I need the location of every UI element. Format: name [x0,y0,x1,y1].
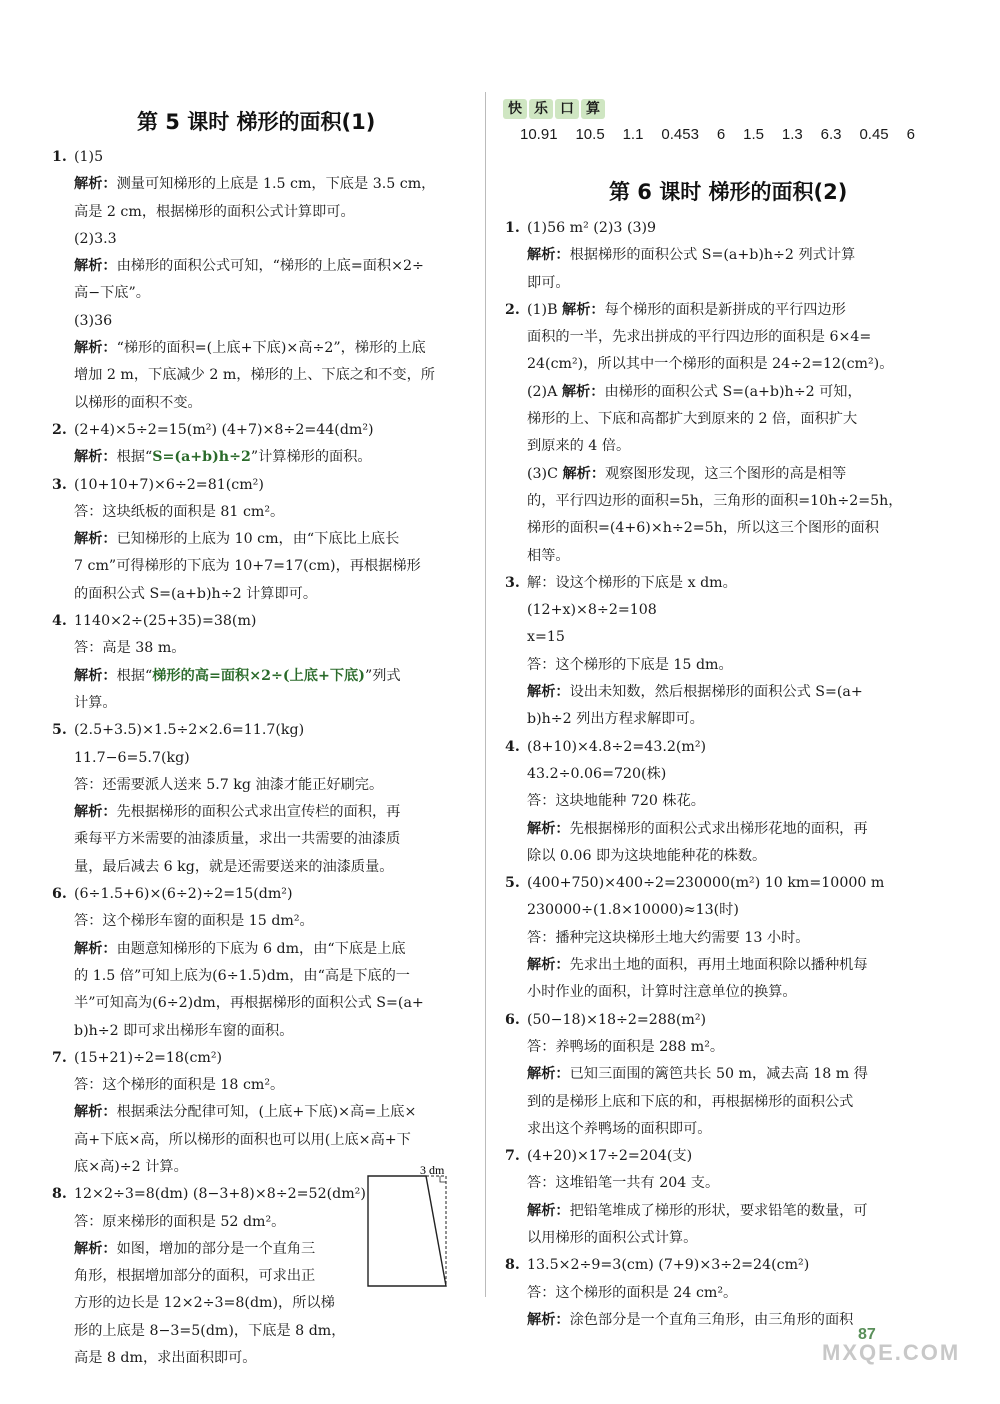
question-number: 2. [505,301,520,318]
answer-line [505,761,915,788]
analysis-label: 解析： [527,957,570,974]
line-text: 高是 2 cm，根据梯形的面积公式计算即可。 [74,203,355,220]
analysis-label: 解析： [527,820,570,837]
answer-line [505,788,915,815]
answer-line [52,663,477,690]
line-text: 根据乘法分配律可知，(上底+下底)×高=上底× [116,1104,417,1121]
answer-line [505,1034,915,1061]
line-text: 半”可知高为(6÷2)dm，再根据梯形的面积公式 S=(a+ [74,995,424,1012]
line-text: 答：这个梯形的面积是 24 cm²。 [527,1284,738,1301]
line-text: (400+750)×400÷2=230000(m²) 10 km=10000 m [527,875,885,892]
line-text: 答：播种完这块梯形土地大约需要 13 小时。 [527,929,810,946]
line-text: 答：原来梯形的面积是 52 dm²。 [74,1213,286,1230]
line-text: (50−18)×18÷2=288(m²) [527,1011,707,1028]
line-text: 形的上底是 8−3=5(dm)，下底是 8 dm， [74,1322,346,1339]
line-text: 由梯形的面积公式 S=(a+b)h÷2 可知， [604,383,862,400]
answer-line [52,199,477,226]
answer-line [505,1198,915,1225]
line-text: 的，平行四边形的面积=5h，三角形的面积=10h÷2=5h， [527,492,903,509]
line-text: 的面积公式 S=(a+b)h÷2 计算即可。 [74,585,318,602]
analysis-label: 解析： [527,684,570,701]
line-text: 增加 2 m，下底减少 2 m，梯形的上、下底之和不变，所 [74,367,435,384]
lesson-6-title: 第 6 课时 梯形的面积(2) [609,180,848,204]
line-text: 的 1.5 倍”可知上底为(6÷1.5)dm，由“高是下底的一 [74,967,410,984]
answer-line [505,1061,915,1088]
line-text: 每个梯形的面积是新拼成的平行四边形 [604,301,846,318]
answer-line [505,488,915,515]
answer-line [52,826,477,853]
answer-line [505,1089,915,1116]
line-text: 高+下底×高，所以梯形的面积也可以用(上底×高+下 [74,1131,411,1148]
line-text: (2)A [527,383,562,400]
analysis-label: 解析： [74,1104,117,1121]
answer-line [505,870,915,897]
line-text: 小时作业的面积，计算时注意单位的换算。 [527,984,797,1001]
line-text: 如图，增加的部分是一个直角三 [116,1240,316,1257]
answer-line [505,1007,915,1034]
line-text: 已知三面围的篱笆共长 50 m，减去高 18 m 得 [569,1066,868,1083]
line-text: 以用梯形的面积公式计算。 [527,1229,698,1246]
answer-line [52,581,477,608]
answer-line [505,1307,915,1334]
answer-line [52,362,477,389]
line-text: 底×高)÷2 计算。 [74,1158,188,1175]
line-text: 根据梯形的面积公式 S=(a+b)h÷2 列式计算 [569,247,856,264]
analysis-label: 解析： [527,1311,570,1328]
answer-line [52,854,477,881]
answer-line [52,308,477,335]
analysis-label: 解析： [562,301,605,318]
line-text: 先根据梯形的面积公式求出宣传栏的面积，再 [116,804,401,821]
answer-line [52,608,477,635]
analysis-label: 解析： [74,176,117,193]
line-text: 高是 8 dm，求出面积即可。 [74,1350,257,1367]
figure-label: 3 dm [420,1163,445,1177]
analysis-label: 解析： [74,258,117,275]
answer-line [505,270,915,297]
line-text: 量，最后减去 6 kg，就是还需要送来的油漆质量。 [74,858,394,875]
kousuan-value: 1.3 [781,126,803,143]
answer-line [505,406,915,433]
line-text: 答：高是 38 m。 [74,640,186,657]
answer-line [52,717,477,744]
answer-line [505,433,915,460]
answer-line [505,706,915,733]
line-text: 由梯形的面积公式可知，“梯形的上底=面积×2÷ [116,258,424,275]
kuaile-char: 乐 [529,99,553,119]
answer-line [52,690,477,717]
line-text: (10+10+7)×6÷2=81(cm²) [74,476,264,493]
line-text: ”列式 [364,667,401,684]
page-number: 87 [858,1326,876,1343]
answer-line [505,297,915,324]
answer-line [505,979,915,1006]
question-number: 3. [505,574,520,591]
line-text: 答：这堆铅笔一共有 204 支。 [527,1175,720,1192]
line-text: x=15 [527,629,565,646]
line-text: 43.2÷0.06=720(株) [527,765,667,782]
answer-line [52,417,477,444]
analysis-label: 解析： [74,340,117,357]
line-text: 方形的边长是 12×2÷3=8(dm)，所以梯 [74,1295,335,1312]
analysis-label: 解析： [74,449,117,466]
line-text: 相等。 [527,547,570,564]
answer-line [505,1116,915,1143]
line-text: 答：这个梯形的面积是 18 cm²。 [74,1077,285,1094]
right-column-answers [505,215,915,1334]
line-text: 把铅笔堆成了梯形的形状，要求铅笔的数量，可 [569,1202,868,1219]
answer-line [505,379,915,406]
kuaile-char: 算 [581,99,605,119]
kousuan-value: 10.5 [575,126,605,143]
answer-line [52,335,477,362]
analysis-label: 解析： [74,1240,117,1257]
question-number: 4. [52,613,67,630]
answer-line [52,1018,477,1045]
question-number: 1. [52,149,67,165]
line-text: “梯形的面积=(上底+下底)×高÷2”，梯形的上底 [116,340,426,357]
kousuan-value: 6 [716,126,726,143]
answer-line [52,772,477,799]
answer-line [505,843,915,870]
answer-line [505,351,915,378]
line-text: (3)36 [74,312,113,329]
answer-line [52,936,477,963]
line-text: 由题意知梯形的下底为 6 dm，由“下底是上底 [116,940,406,957]
question-number: 7. [505,1148,520,1165]
line-text: 梯形的上、下底和高都扩大到原来的 2 倍，面积扩大 [527,411,858,428]
analysis-label: 解析： [527,1066,570,1083]
answer-line [505,1225,915,1252]
answer-line [52,881,477,908]
line-text: 根据“ [116,449,153,466]
question-number: 8. [505,1257,520,1274]
line-text: 涂色部分是一个直角三角形，由三角形的面积 [569,1311,854,1328]
line-text: 13.5×2÷9=3(cm) (7+9)×3÷2=24(cm²) [527,1257,810,1274]
line-text: ”计算梯形的面积。 [250,449,372,466]
analysis-label: 解析： [74,940,117,957]
line-text: 根据“ [116,667,153,684]
analysis-label: 解析： [561,383,605,400]
line-text: 1140×2÷(25+35)=38(m) [74,613,257,630]
answer-line [52,990,477,1017]
line-text: (2.5+3.5)×1.5÷2×2.6=11.7(kg) [74,722,305,739]
line-text: 7 cm”可得梯形的下底为 10+7=17(cm)，再根据梯形 [74,558,421,575]
answer-line [52,1318,477,1345]
answer-line [52,1045,477,1072]
answer-line [52,472,477,499]
column-divider [485,92,486,1297]
line-text: 答：这个梯形的下底是 15 dm。 [527,656,733,673]
analysis-label: 解析： [74,804,117,821]
answer-line [52,1127,477,1154]
kousuan-value: 1.5 [743,126,764,143]
line-text: 先求出土地的面积，再用土地面积除以播种机每 [569,957,868,974]
line-text: (1)5 [74,149,104,165]
line-text: (8+10)×4.8÷2=43.2(m²) [527,738,707,755]
answer-line [52,635,477,662]
line-text: (1)56 m² (2)3 (3)9 [527,220,657,236]
kousuan-value: 6.3 [820,126,842,143]
line-text: 到的是梯形上底和下底的和，再根据梯形的面积公式 [527,1093,854,1110]
line-text: 面积的一半，先求出拼成的平行四边形的面积是 6×4= [527,329,872,346]
kousuan-value: 0.453 [661,126,699,143]
line-text: 解：设这个梯形的下底是 x dm。 [527,574,737,591]
question-number: 5. [505,875,520,892]
answer-line [505,242,915,269]
kuaile-kousuan-values [520,126,915,143]
line-text: 12×2÷3=8(dm) (8−3+8)×8÷2=52(dm²) [74,1186,366,1203]
line-text: 答：这个梯形车窗的面积是 15 dm²。 [74,913,314,930]
line-text: (12+x)×8÷2=108 [527,602,657,619]
line-text: 即可。 [527,274,570,291]
answer-line [505,1170,915,1197]
answer-line [505,734,915,761]
analysis-label: 解析： [527,1202,570,1219]
question-number: 4. [505,738,520,755]
answer-line [505,925,915,952]
line-text: (15+21)÷2=18(cm²) [74,1049,223,1066]
answer-line [52,226,477,253]
question-number: 7. [52,1049,67,1066]
answer-line [505,952,915,979]
answer-line [505,1280,915,1307]
answer-line [52,963,477,990]
analysis-label: 解析： [527,247,570,264]
answer-line [52,526,477,553]
answer-line [505,570,915,597]
line-text: 到原来的 4 倍。 [527,438,631,455]
question-number: 2. [52,421,67,438]
answer-line [52,444,477,471]
line-text: 已知梯形的上底为 10 cm，由“下底比上底长 [116,531,400,548]
line-text: 计算。 [74,694,117,711]
lesson-5-title: 第 5 课时 梯形的面积(1) [137,110,376,134]
line-text: 答：这块地能种 720 株花。 [527,793,705,810]
highlighted-formula: 梯形的高=面积×2÷(上底+下底) [152,667,365,684]
line-text: 梯形的面积=(4+6)×h÷2=5h，所以这三个图形的面积 [527,520,879,537]
analysis-label: 解析： [74,667,117,684]
kousuan-value: 0.45 [859,126,889,143]
answer-line [505,897,915,924]
question-number: 6. [505,1011,520,1028]
line-text: 除以 0.06 即为这块地能种花的株数。 [527,847,767,864]
answer-line [505,543,915,570]
analysis-label: 解析： [562,465,606,482]
answer-line [52,1099,477,1126]
answer-line [505,816,915,843]
analysis-label: 解析： [74,531,117,548]
kousuan-value: 1.1 [622,126,644,143]
line-text: 24(cm²)，所以其中一个梯形的面积是 24÷2=12(cm²)。 [527,356,894,373]
line-text: 230000÷(1.8×10000)≈13(时) [527,902,739,919]
line-text: 角形，根据增加部分的面积，可求出正 [74,1268,316,1285]
answer-line [52,280,477,307]
answer-line [52,253,477,280]
answer-line [52,1345,477,1372]
line-text: 求出这个养鸭场的面积即可。 [527,1120,712,1137]
answer-line [505,624,915,651]
answer-line [52,171,477,198]
answer-line [505,679,915,706]
line-text: (6÷1.5+6)×(6÷2)÷2=15(dm²) [74,886,293,903]
line-text: (1)B [527,301,563,318]
answer-line [505,597,915,624]
line-text: 高−下底”。 [74,285,150,302]
answer-line [52,1290,477,1317]
line-text: 答：这块纸板的面积是 81 cm²。 [74,503,285,520]
line-text: (2+4)×5÷2=15(m²) (4+7)×8÷2=44(dm²) [74,421,374,438]
question-number: 6. [52,886,67,903]
answer-line [52,799,477,826]
answer-line [505,515,915,542]
answer-line [505,215,915,242]
answer-line [52,499,477,526]
trapezoid-figure [366,1160,456,1290]
answer-line [52,390,477,417]
answer-line [52,745,477,772]
question-number: 5. [52,722,67,739]
kuaile-char: 口 [555,99,579,119]
answer-line [505,324,915,351]
question-number: 8. [52,1186,67,1203]
answer-line [52,1072,477,1099]
question-number: 1. [505,220,520,236]
answer-line [505,1252,915,1279]
kousuan-value: 10.91 [520,126,558,143]
answer-line [52,908,477,935]
line-text: (4+20)×17÷2=204(支) [527,1148,693,1165]
line-text: b)h÷2 列出方程求解即可。 [527,711,704,728]
kuaile-char: 快 [503,99,527,119]
watermark: MXQE.COM [822,1340,961,1365]
kuaile-kousuan-header [503,98,605,120]
answer-line [505,1143,915,1170]
answer-line [505,461,915,488]
line-text: (2)3.3 [74,230,117,247]
highlighted-formula: S=(a+b)h÷2 [152,449,251,466]
answer-line [505,652,915,679]
line-text: b)h÷2 即可求出梯形车窗的面积。 [74,1022,294,1039]
answer-line [52,553,477,580]
line-text: 测量可知梯形的上底是 1.5 cm，下底是 3.5 cm， [116,176,436,193]
line-text: 答：还需要派人送来 5.7 kg 油漆才能正好刷完。 [74,776,384,793]
line-text: 观察图形发现，这三个图形的高是相等 [605,465,847,482]
line-text: 以梯形的面积不变。 [74,394,202,411]
line-text: 答：养鸭场的面积是 288 m²。 [527,1038,725,1055]
line-text: 乘每平方米需要的油漆质量，求出一共需要的油漆质 [74,831,401,848]
question-number: 3. [52,476,67,493]
line-text: 先根据梯形的面积公式求出梯形花地的面积，再 [569,820,868,837]
answer-line [52,144,477,171]
line-text: 11.7−6=5.7(kg) [74,749,190,766]
line-text: (3)C [527,465,563,482]
kousuan-value: 6 [906,126,915,143]
line-text: 设出未知数，然后根据梯形的面积公式 S=(a+ [569,684,863,701]
